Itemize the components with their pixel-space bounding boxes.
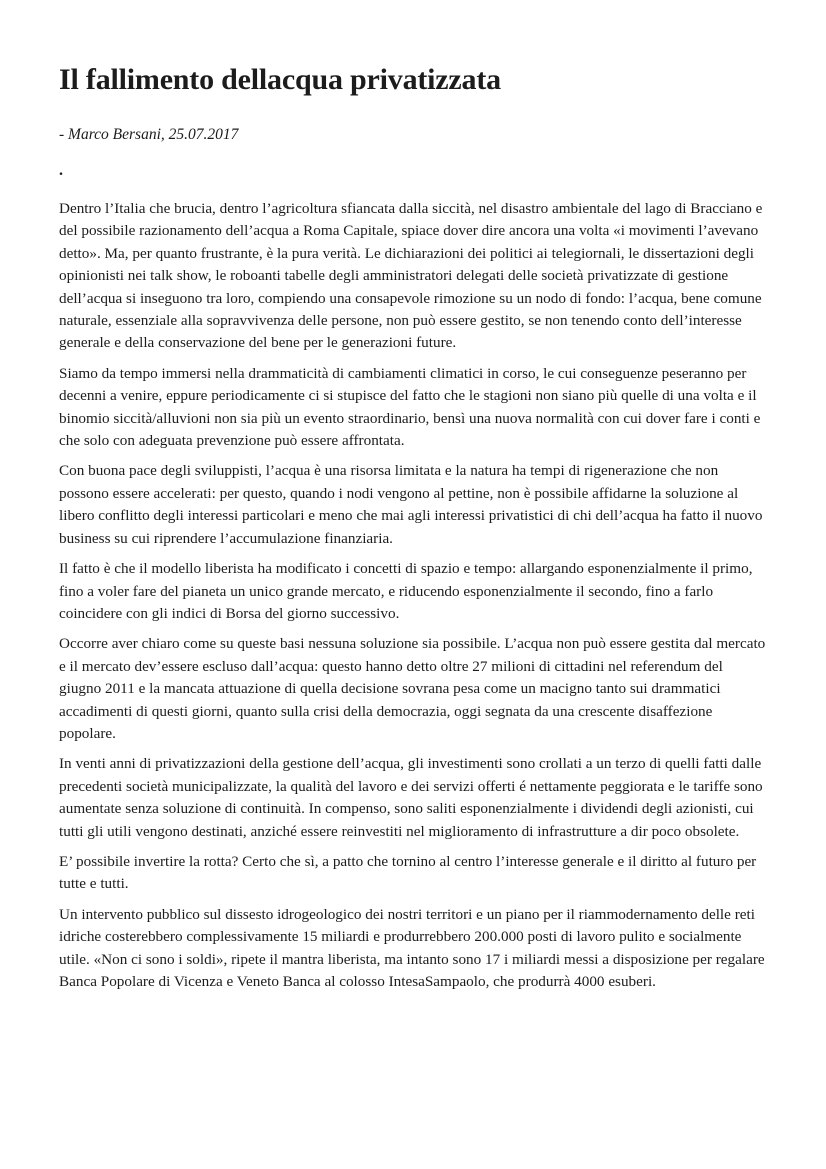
article-paragraph: In venti anni di privatizzazioni della gestione dell’acqua, gli investimenti sono crollati a un terzo di quelli fatti dalle precedenti società municipalizzate, la qualità del lavoro e dei servizi offerti é nettamente peggiorata e le tariffe sono aumentate senza soluzione di continuità. In compenso, sono saliti esponenzialmente i dividendi degli azionisti, cui tutti gli utili vengono destinati, anziché essere reinvestiti nel miglioramento di infrastrutture a dir poco obsolete. <box>59 755 763 840</box>
article-content <box>0 62 826 993</box>
article-paragraph: Il fatto è che il modello liberista ha modificato i concetti di spazio e tempo: allargando esponenzialmente il primo, fino a voler fare del pianeta un unico grande mercato, e riducendo esponenzialmente il secondo, fino a farlo coincidere con gli indici di Borsa del giorno successivo. <box>59 560 753 622</box>
article-paragraph: Con buona pace degli sviluppisti, l’acqua è una risorsa limitata e la natura ha tempi di rigenerazione che non possono essere accelerati: per questo, quando i nodi vengono al pettine, non è possibile affidarne la soluzione al libero conflitto degli interessi particolari e meno che mai agli interessi privatistici di chi dell’acqua ha fatto il nuovo business su cui riprendere l’accumulazione finanziaria. <box>59 462 763 547</box>
article-paragraph: E’ possibile invertire la rotta? Certo che sì, a patto che tornino al centro l’interesse generale e il diritto al futuro per tutte e tutti. <box>59 852 757 893</box>
article-body <box>59 198 767 993</box>
article-title: Il fallimento dellacqua privatizzata <box>59 63 501 96</box>
article-paragraph: Un intervento pubblico sul dissesto idrogeologico dei nostri territori e un piano per il riammodernamento delle reti idriche costerebbero complessivamente 15 miliardi e produrrebbero 200.000 posti di lavoro pulito e socialmente utile. «Non ci sono i soldi», ripete il mantra liberista, ma intanto sono 17 i miliardi messi a disposizione per regalare Banca Popolare di Vicenza e Veneto Banca al colosso IntesaSampaolo, che produrrà 4000 esuberi. <box>59 905 765 990</box>
article-paragraph: Dentro l’Italia che brucia, dentro l’agricoltura sfiancata dalla siccità, nel disastro ambientale del lago di Bracciano e del possibile razionamento dell’acqua a Roma Capitale, spiace dover dire ancora una volta «i movimenti l’avevano detto». Ma, per quanto frustrante, è la pura verità. Le dichiarazioni dei politici ai telegiornali, le dissertazioni degli opinionisti nei talk show, le roboanti tabelle degli amministratori delegati delle società privatizzate di gestione dell’acqua si inseguono tra loro, compiendo una consapevole rimozione su un nodo di fondo: l’acqua, bene comune naturale, essenziale alla sopravvivenza delle persone, non può essere gestito, se non tenendo conto dell’interesse generale e della conservazione del bene per le generazioni future. <box>59 200 763 352</box>
separator-dot: . <box>59 162 63 179</box>
article-paragraph: Occorre aver chiaro come su queste basi nessuna soluzione sia possibile. L’acqua non può essere gestita dal mercato e il mercato dev’essere escluso dall’acqua: questo hanno detto oltre 27 milioni di cittadini nel referendum del giugno 2011 e la mancata attuazione di quella decisione sovrana pesa come un macigno tanto sui drammatici accadimenti di questi giorni, quanto sulla crisi della democrazia, oggi segnata da una crescente disaffezione popolare. <box>59 635 766 742</box>
article-byline: - Marco Bersani, 25.07.2017 <box>59 126 239 143</box>
article-paragraph: Siamo da tempo immersi nella drammaticità di cambiamenti climatici in corso, le cui conseguenze peseranno per decenni a venire, eppure periodicamente ci si stupisce del fatto che le stagioni non siano più quelle di una volta e il binomio siccità/alluvioni non sia più un evento straordinario, bensì una nuova normalità con cui dover fare i conti e che solo con adeguata prevenzione può essere affrontata. <box>59 364 761 450</box>
